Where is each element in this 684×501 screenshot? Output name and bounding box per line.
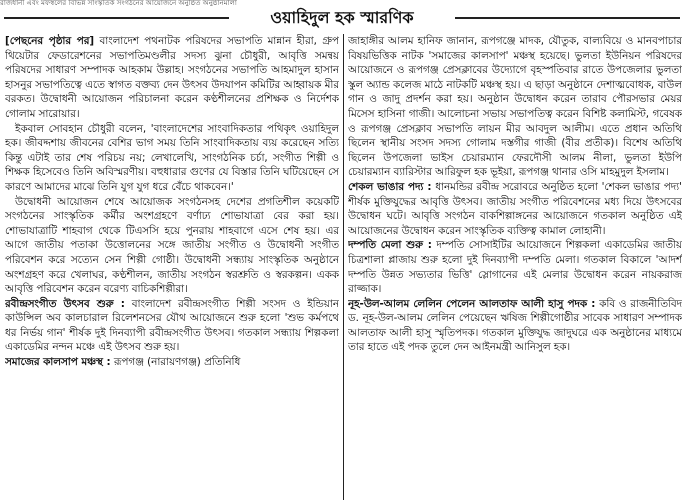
left-paragraph-1: [5, 34, 339, 122]
dampati-mela-text: দম্পতি সোসাইটির আয়োজনে শিল্পকলা একাডেমির জাতীয় চিত্রশালা প্লাজায় শুরু হলো দুই দিনব্যাপী দম্পতি মেলা। গতকাল বিকালে 'আদর্শ দম্পতি উন্নত সভ্যতার ভিত্তি' স্লোগানের এই মেলার উদ্বোধন করেন নায়করাজ রাজ্জাক।: [348, 239, 682, 296]
right-paragraph-3: [348, 238, 682, 296]
continued-marker: [পেছনের পৃষ্ঠার পর]: [5, 35, 95, 47]
shekol-heading: শেকল ভাঙার পদ্য :: [348, 180, 432, 193]
rabindra-festival-heading: রবীন্দ্রসংগীত উৎসব শুরু :: [5, 297, 125, 310]
banner-rule-left: [4, 17, 229, 19]
section-banner: [0, 7, 684, 29]
left-paragraph-4: [5, 297, 339, 355]
award-heading: নূহ-উল-আলম লেলিন পেলেন আলতাফ আলী হাসু পদক :: [348, 297, 596, 310]
banner-title: ওয়াহিদুল হক স্মারণিক: [262, 7, 421, 29]
right-paragraph-4: [348, 297, 682, 355]
kalshap-text: রূপগঞ্জ (নারায়ণগঞ্জ) প্রতিনিধি: [110, 356, 241, 369]
rabindra-festival-text: বাংলাদেশ রবীন্দ্রসংগীত শিল্পী সংসদ ও ইন্ডিয়ান কাউন্সিল অব কালচারাল রিলেশনসের যৌথ আয়োজনে শুরু হলো 'শুভ কর্মপথে ধর নির্ভয় গান' শীর্ষক দুই দিনব্যাপী রবীন্দ্রসংগীত উৎসব। গতকাল সন্ধ্যায় শিল্পকলা একাডেমির নন্দন মঞ্চে এই উৎসব শুরু হয়।: [5, 297, 339, 354]
right-column: [348, 34, 682, 500]
left-paragraph-2: ইকবাল সোবহান চৌধুরী বলেন, 'বাংলাদেশের সাংবাদিকতার পথিকৃৎ ওয়াহিদুল হক। জীবদ্দশায় জীবনের বেশির ভাগ সময় তিনি সাংবাদিকতায় ব্যয় করেছেন সত্যি কিন্তু এটাই তার শেষ পরিচয় নয়; লেখালেখি, সাংগঠনিক চর্চা, সংগীত শিল্পী ও শিক্ষক হিসেবেও তিনি অবিস্মরণীয়। বহুধারার গুণের যে বিস্তার তিনি ঘটিয়েছেন সে কারণে আমাদের মাঝে তিনি যুগ যুগ ধরে বেঁচে থাকবেন।': [5, 122, 339, 193]
right-paragraph-1: জাহাঙ্গীর আলম হানিফ জানান, রূপগঞ্জে মাদক, যৌতুক, বাল্যবিয়ে ও মানবপাচার বিষয়ভিত্তিক নাটক 'সমাজের কালসাপ' মঞ্চস্থ হয়েছে। ভুলতা ইউনিয়ন পরিষদের আয়োজনে ও রূপগঞ্জ প্রেসক্লাবের উদ্যোগে বৃহস্পতিবার রাতে উপজেলার ভুলতা স্কুল অ্যান্ড কলেজ মাঠে নাটকটি মঞ্চস্থ হয়। এ ছাড়া অনুষ্ঠানে দেশাত্মবোধক, বাউল গান ও জাদু প্রদর্শন করা হয়। অনুষ্ঠান উদ্বোধন করেন তারাব পৌরসভার মেয়র মিসেস হাসিনা গাজী। আলোচনা সভায় সভাপতিত্ব করেন বিশিষ্ট কলামিস্ট, গবেষক ও রূপগঞ্জ প্রেসক্লাব সভাপতি লায়ন মীর আবদুল আলীম। এতে প্রধান অতিথি ছিলেন স্থানীয় সংসদ সদস্য গোলাম দস্তগীর গাজী (বীর প্রতীক)। বিশেষ অতিথি ছিলেন উপজেলা ভাইস চেয়ারম্যান ফেরদৌসী আলম নীলা, ভুলতা ইউপি চেয়ারম্যান ব্যারিস্টার আরিফুল হক ভূইয়া, রূপগঞ্জ থানার ওসি মাহমুদুল ইসলাম।: [348, 35, 682, 179]
left-column: [5, 34, 339, 500]
column-divider: [343, 34, 344, 500]
left-paragraph-1-text: বাংলাদেশ পথনাটক পরিষদের সভাপতি মান্নান হীরা, গ্রুপ থিয়েটার ফেডারেশনের সভাপতিমণ্ডলীর সদস্য ঝুনা চৌধুরী, আবৃত্তি সমন্বয় পরিষদের সাধারণ সম্পাদক আহকাম উল্লাহ। সংগঠনের সভাপতি আহমাদুল হাসান হাসনুর সভাপতিত্বে এতে স্বাগত বক্তব্য দেন উৎসব উদযাপন কমিটির আহ্বায়ক মীর বরকত। উদ্বোধনী আয়োজন পরিচালনা করেন কণ্ঠশীলনের প্রশিক্ষক ও নির্দেশক গোলাম সারোয়ার।: [5, 35, 339, 120]
top-strip: রাজধানী এবং মফস্বলের বিভিন্ন সাংস্কৃতিক সংগঠনের আয়োজনে অনুষ্ঠিত অনুষ্ঠানমালা: [0, 0, 237, 6]
banner-rule-right: [455, 17, 680, 19]
dampati-mela-heading: দম্পতি মেলা শুরু :: [348, 239, 432, 252]
right-paragraph-2: [348, 180, 682, 238]
shekol-text: ধানমন্ডির রবীন্দ্র সরোবরে অনুষ্ঠিত হলো 'শেকল ভাঙার পদ্য' শীর্ষক মুক্তিযুদ্ধের আবৃত্তি উৎসব। জাতীয় সংগীত পরিবেশনের মধ্য দিয়ে উৎসবের উদ্বোধন ঘটে। আবৃত্তি সংগঠন বাকশিল্পাঙ্গনের আয়োজনে গতকাল অনুষ্ঠিত এই আয়োজনের উদ্বোধন করেন সাংস্কৃতিক ব্যক্তিত্ব কামাল লোহানী।: [348, 180, 682, 237]
left-paragraph-5: [5, 355, 339, 370]
left-paragraph-3: উদ্বোধনী আয়োজন শেষে আয়োজক সংগঠনসহ দেশের প্রগতিশীল কয়েকটি সংগঠনের সাংস্কৃতিক কর্মীর অংশগ্রহণে বর্ণাঢ্য শোভাযাত্রা বের করা হয়। শোভাযাত্রাটি শাহবাগ থেকে টিএসসি হয়ে পুনরায় শাহবাগে এসে শেষ হয়। এর আগে জাতীয় পতাকা উত্তোলনের সঙ্গে জাতীয় সংগীত ও উদ্বোধনী সংগীত পরিবেশন করে সত্যেন সেন শিল্পী গোষ্ঠী। উদ্বোধনী সন্ধ্যায় সাংস্কৃতিক অনুষ্ঠানে অংশগ্রহণ করে খেলাঘর, কণ্ঠশীলন, জাতীয় সংগঠন স্বরশ্রুতি ও স্বরকল্পন। একক আবৃত্তি পরিবেশন করেন বরেণ্য বাচিকশিল্পীরা।: [5, 195, 339, 296]
award-text: কবি ও রাজনীতিবিদ ড. নূহ-উল-আলম লেলিন পেয়েছেন ঋষিজ শিল্পীগোষ্ঠীর সাবেক সাধারণ সম্পাদক আলতাফ আলী হাসু স্মৃতিপদক। গতকাল মুক্তিযুদ্ধ জাদুঘরে এক অনুষ্ঠানের মাধ্যমে তার হাতে এই পদক তুলে দেন আইনমন্ত্রী আনিসুল হক।: [348, 297, 682, 354]
kalshap-heading: সমাজের কালসাপ মঞ্চস্থ :: [5, 356, 111, 369]
